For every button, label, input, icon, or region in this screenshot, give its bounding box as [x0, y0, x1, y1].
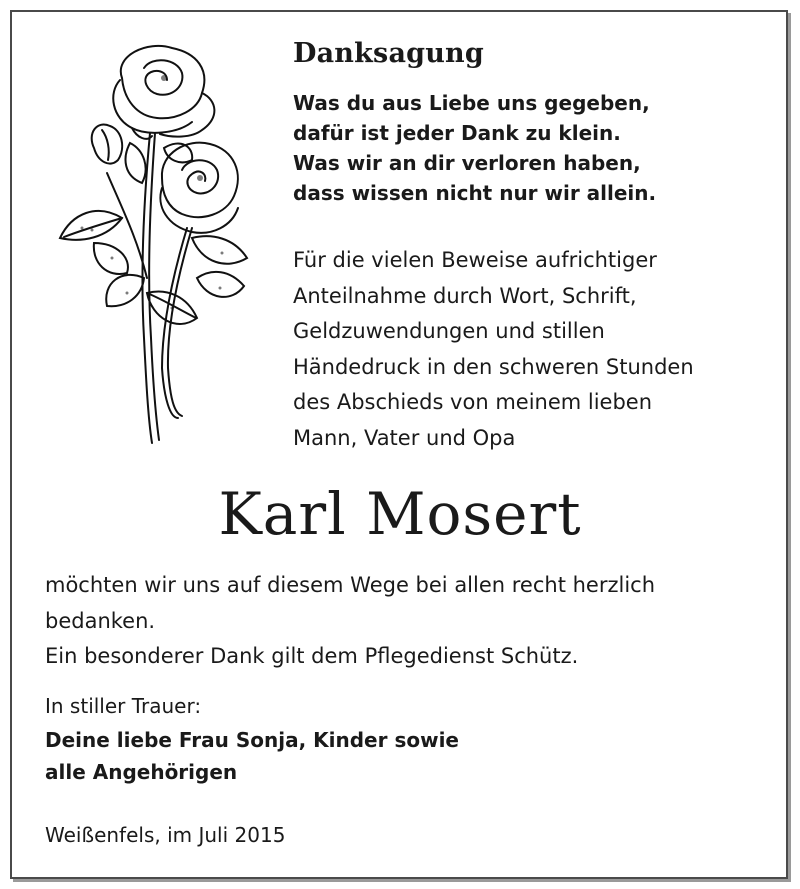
- family-line: alle Angehörigen: [45, 760, 238, 784]
- mourning-label: In stiller Trauer:: [45, 694, 202, 718]
- deceased-name: Karl Mosert: [218, 480, 582, 548]
- roses-illustration: [52, 38, 252, 448]
- poem-line: Was wir an dir verloren haben,: [293, 151, 641, 175]
- poem-line: Was du aus Liebe uns gegeben,: [293, 91, 650, 115]
- notice-title: Danksagung: [293, 38, 484, 69]
- thanks-line: möchten wir uns auf diesem Wege bei allen recht herzlich: [45, 573, 656, 597]
- intro-line: Anteilnahme durch Wort, Schrift,: [293, 283, 637, 308]
- thanks-line: Ein besonderer Dank gilt dem Pflegedienst Schütz.: [45, 644, 579, 668]
- intro-line: Geldzuwendungen und stillen: [293, 319, 605, 343]
- family-line: Deine liebe Frau Sonja, Kinder sowie: [45, 728, 459, 752]
- intro-line: Mann, Vater und Opa: [293, 425, 516, 450]
- poem: [293, 88, 656, 208]
- intro-line: Händedruck in den schweren Stunden: [293, 354, 694, 379]
- poem-line: dafür ist jeder Dank zu klein.: [293, 121, 621, 145]
- intro-line: des Abschieds von meinem lieben: [293, 390, 653, 414]
- thanks-text: [45, 568, 655, 675]
- poem-line: dass wissen nicht nur wir allein.: [293, 181, 657, 205]
- place-date: Weißenfels, im Juli 2015: [45, 823, 286, 847]
- intro-line: Für die vielen Beweise aufrichtiger: [293, 248, 657, 272]
- mourning-block: [45, 690, 459, 788]
- intro-text: [293, 243, 694, 456]
- thanks-line: bedanken.: [45, 608, 156, 633]
